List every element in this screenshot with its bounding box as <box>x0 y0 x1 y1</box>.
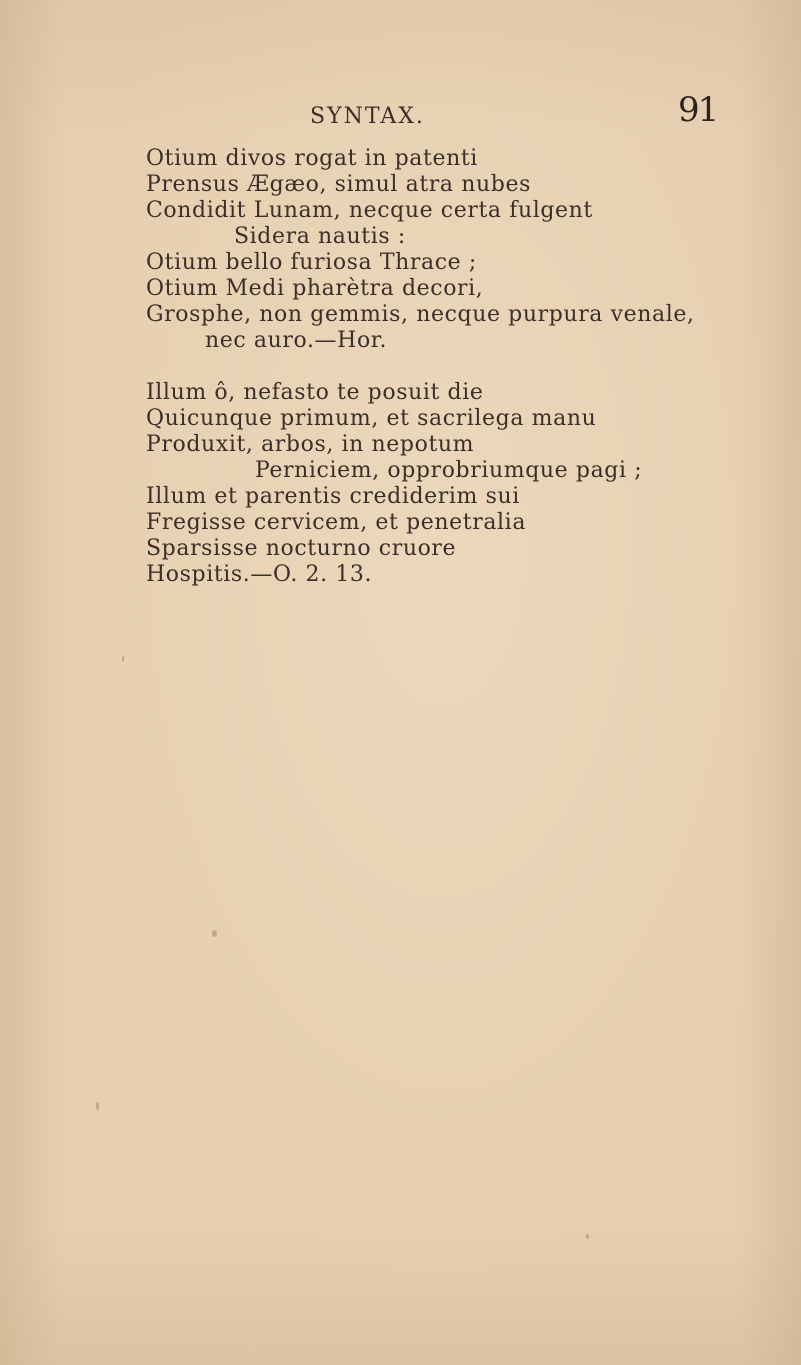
verse-line: Perniciem, opprobriumque pagi ; <box>255 458 643 483</box>
page-number: 91 <box>678 90 718 130</box>
verse-line: Produxit, arbos, in nepotum <box>146 432 475 457</box>
verse-line: Sparsisse nocturno cruore <box>146 536 457 561</box>
paper-foxing-spot <box>96 1102 99 1110</box>
paper-foxing-spot <box>212 930 217 937</box>
verse-line: Otium Medi pharètra decori, <box>146 276 484 301</box>
verse-line: nec auro.—Hor. <box>205 328 388 353</box>
running-head: SYNTAX. <box>310 104 425 129</box>
verse-line: Grosphe, non gemmis, necque purpura venale, <box>146 302 695 327</box>
verse-line: Otium divos rogat in patenti <box>146 146 478 171</box>
verse-line: Condidit Lunam, necque certa fulgent <box>146 198 593 223</box>
paper-foxing-spot <box>122 655 124 662</box>
verse-line: Prensus Ægæo, simul atra nubes <box>146 172 531 197</box>
verse-line: Fregisse cervicem, et penetralia <box>146 510 527 535</box>
verse-line: Quicunque primum, et sacrilega manu <box>146 406 597 431</box>
verse-line: Hospitis.—O. 2. 13. <box>146 562 373 587</box>
verse-line: Otium bello furiosa Thrace ; <box>146 250 477 275</box>
verse-line: Illum ô, nefasto te posuit die <box>146 380 484 405</box>
verse-line: Sidera nautis : <box>234 224 406 249</box>
verse-line: Illum et parentis crediderim sui <box>146 484 520 509</box>
paper-foxing-spot <box>586 1234 589 1239</box>
